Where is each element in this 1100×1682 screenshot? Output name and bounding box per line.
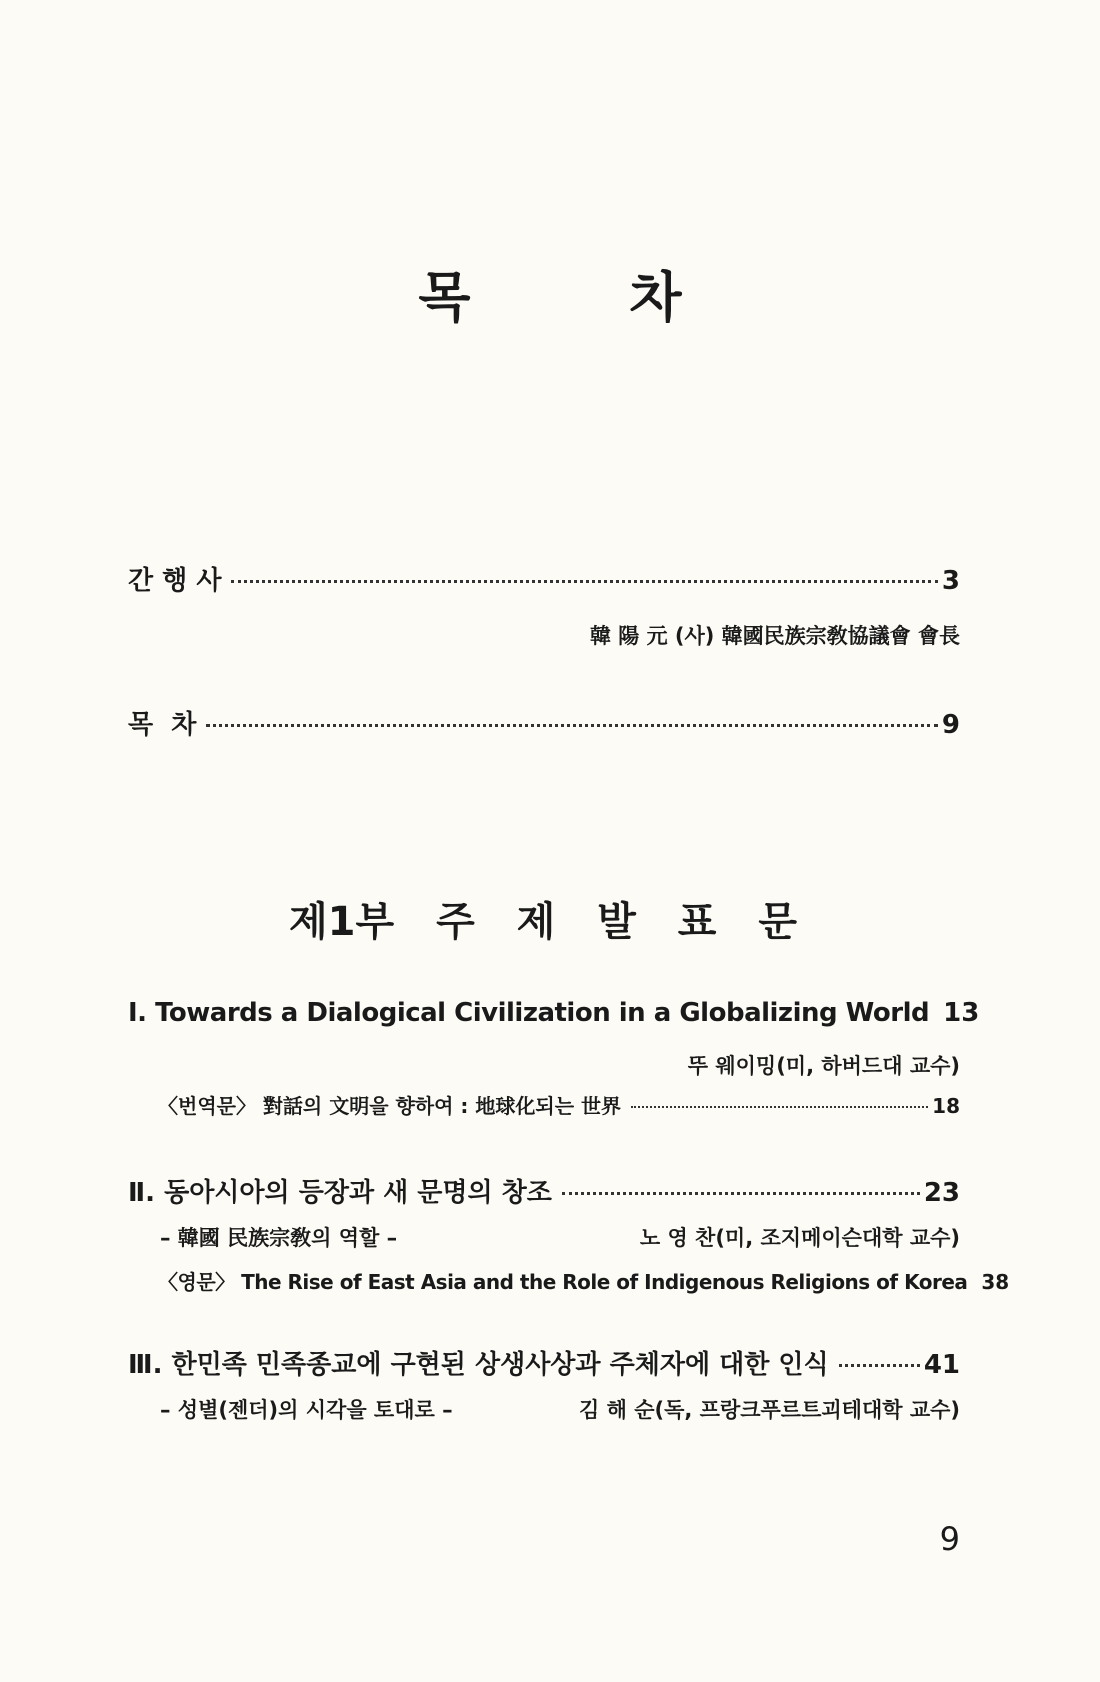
toc-entry-label	[128, 998, 929, 1028]
section-3-author: 김 해 순(독, 프랑크푸르트괴테대학 교수)	[579, 1398, 960, 1422]
toc-entry-page: 18	[932, 1094, 960, 1118]
toc-entry-section-2-english[interactable]	[158, 1266, 1010, 1295]
section-3-subtitle: – 성별(젠더)의 시각을 토대로 –	[160, 1398, 453, 1422]
toc-entry-page: 38	[981, 1270, 1010, 1294]
toc-entry-label	[128, 1172, 552, 1209]
toc-entry-section-3[interactable]	[128, 1344, 960, 1381]
section-2-author: 노 영 찬(미, 조지메이슨대학 교수)	[639, 1226, 960, 1250]
toc-entry-page: 3	[941, 566, 960, 596]
leader-dots	[206, 724, 938, 727]
toc-entry-section-1-translation[interactable]	[158, 1090, 960, 1119]
part-number: 제1부	[288, 899, 395, 945]
section-title: Towards a Dialogical Civilization in a Globalizing World	[155, 998, 930, 1028]
page-number: 9	[939, 1520, 960, 1558]
leader-dots	[562, 1192, 920, 1195]
toc-entry-section-2[interactable]	[128, 1172, 960, 1209]
page-title: 목 차	[418, 266, 752, 329]
section-numeral: Ⅰ.	[128, 998, 147, 1028]
preface-author: 韓 陽 元 (사) 韓國民族宗敎協議會 會長	[589, 624, 960, 648]
part-name: 주 제 발 표 문	[436, 899, 812, 945]
leader-dots	[631, 1106, 928, 1108]
section-title: 한민족 민족종교에 구현된 상생사상과 주체자에 대한 인식	[171, 1350, 829, 1380]
toc-entry-preface[interactable]	[128, 560, 960, 597]
toc-entry-page: 41	[923, 1350, 960, 1380]
toc-entry-page: 9	[941, 710, 960, 740]
section-title: 동아시아의 등장과 새 문명의 창조	[164, 1178, 552, 1208]
toc-entry-label: 〈번역문〉 對話의 文明을 향하여 : 地球化되는 世界	[158, 1094, 621, 1118]
toc-entry-contents[interactable]	[128, 704, 960, 741]
section-2-subtitle: – 韓國 民族宗敎의 역할 –	[160, 1226, 398, 1250]
toc-entry-section-1[interactable]	[128, 998, 980, 1028]
leader-dots	[231, 580, 937, 583]
section-numeral: Ⅱ.	[128, 1178, 156, 1208]
toc-entry-label: 〈영문〉 The Rise of East Asia and the Role of Indigenous Religions of Korea	[158, 1270, 968, 1294]
toc-entry-label: 간 행 사	[128, 566, 222, 596]
toc-entry-page: 23	[923, 1178, 960, 1208]
section-numeral: Ⅲ.	[128, 1350, 163, 1380]
toc-entry-page: 13	[943, 998, 980, 1028]
toc-entry-label	[128, 1344, 829, 1381]
toc-entry-label: 목 차	[128, 710, 197, 740]
section-1-author: 뚜 웨이밍(미, 하버드대 교수)	[687, 1054, 960, 1078]
leader-dots	[839, 1364, 920, 1367]
part-heading	[0, 890, 1100, 947]
